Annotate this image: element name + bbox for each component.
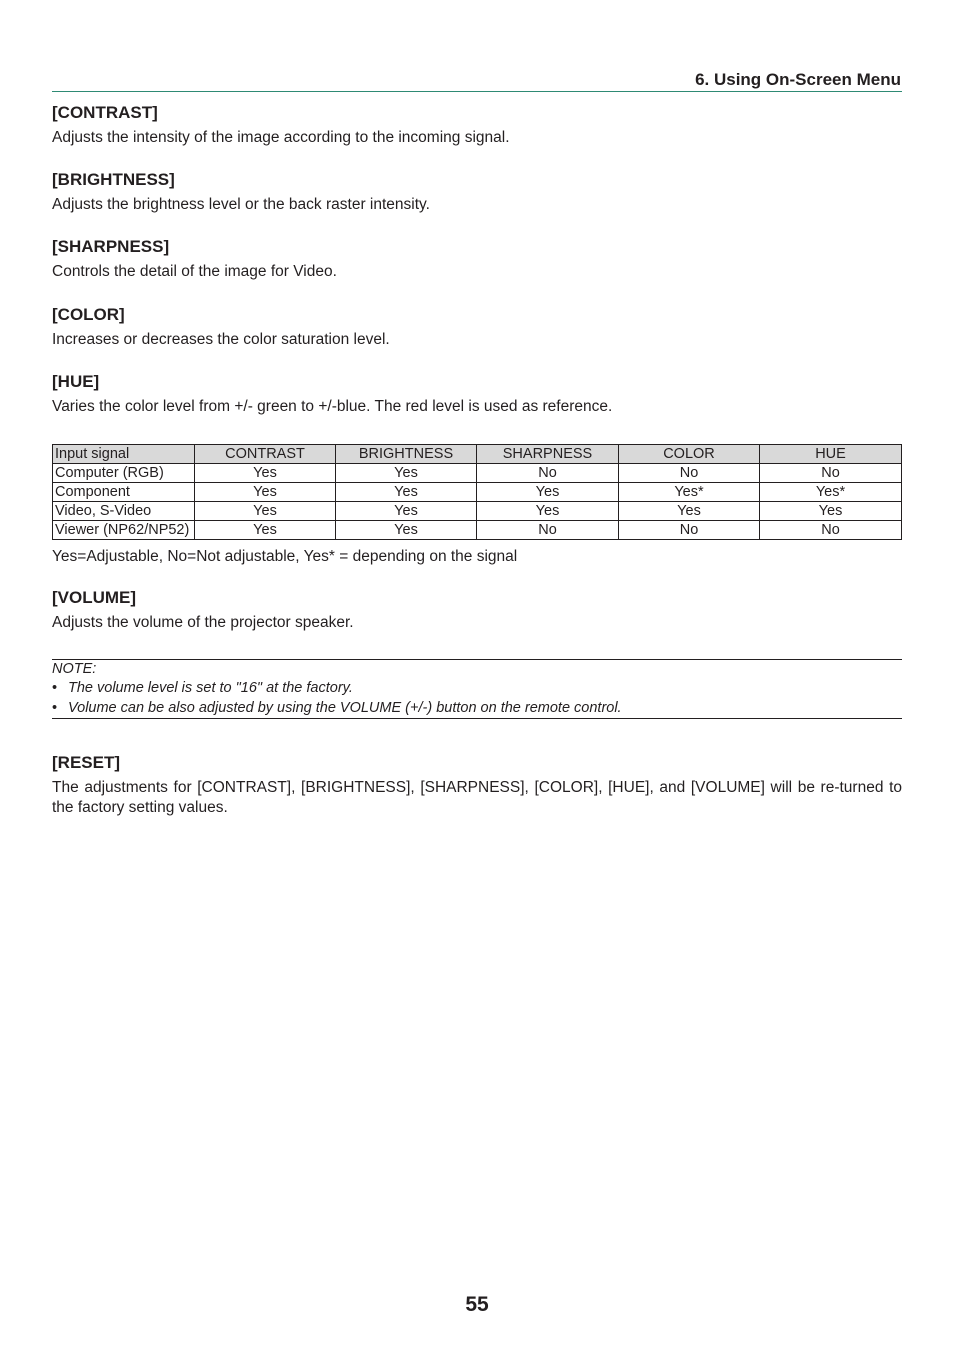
column-header: CONTRAST <box>195 445 336 464</box>
table-legend: Yes=Adjustable, No=Not adjustable, Yes* = depending on the signal <box>52 548 518 565</box>
section-heading: [VOLUME] <box>52 588 137 607</box>
note-label: NOTE: <box>52 661 97 677</box>
table-cell: Yes <box>336 521 477 540</box>
table-cell: Component <box>53 483 195 502</box>
table-header-row <box>53 445 902 464</box>
table-cell: No <box>760 464 902 483</box>
table-row <box>53 502 902 521</box>
table-cell: Yes* <box>619 483 760 502</box>
bullet: • <box>52 680 58 696</box>
table-cell: Yes* <box>760 483 902 502</box>
table-cell: Yes <box>477 483 619 502</box>
table-cell: Yes <box>477 502 619 521</box>
note-text: The volume level is set to "16" at the factory. <box>68 680 353 696</box>
table-cell: Yes <box>195 464 336 483</box>
section-text: The adjustments for [CONTRAST], [BRIGHTNESS], [SHARPNESS], [COLOR], [HUE], and [VOLUME] will be re-turned to the factory setting values. <box>52 779 902 816</box>
header-divider <box>52 91 902 92</box>
note-item <box>52 678 902 698</box>
column-header: COLOR <box>619 445 760 464</box>
chapter-title: 6. Using On-Screen Menu <box>695 70 901 89</box>
table-cell: No <box>477 464 619 483</box>
table-row <box>53 464 902 483</box>
section-text: Increases or decreases the color saturation level. <box>52 331 390 348</box>
table-cell: No <box>619 521 760 540</box>
section-text: Controls the detail of the image for Video. <box>52 263 337 280</box>
section-text: Adjusts the intensity of the image according to the incoming signal. <box>52 129 510 146</box>
section-text: Varies the color level from +/- green to +/-blue. The red level is used as reference. <box>52 398 613 415</box>
section-heading: [RESET] <box>52 753 120 772</box>
section-hue <box>52 372 902 417</box>
column-header: SHARPNESS <box>477 445 619 464</box>
table-cell: Computer (RGB) <box>53 464 195 483</box>
table-cell: Viewer (NP62/NP52) <box>53 521 195 540</box>
note-box <box>52 659 902 719</box>
adjustment-table <box>52 444 902 540</box>
section-volume <box>52 588 902 633</box>
section-heading: [BRIGHTNESS] <box>52 170 175 189</box>
section-brightness <box>52 170 902 215</box>
table-row <box>53 521 902 540</box>
page-number: 55 <box>465 1293 489 1316</box>
table-cell: Video, S-Video <box>53 502 195 521</box>
section-heading: [CONTRAST] <box>52 103 158 122</box>
table-row <box>53 483 902 502</box>
section-reset <box>52 753 902 818</box>
section-text: Adjusts the brightness level or the back raster intensity. <box>52 196 430 213</box>
section-heading: [HUE] <box>52 372 100 391</box>
column-header: Input signal <box>53 445 195 464</box>
table-cell: No <box>760 521 902 540</box>
column-header: HUE <box>760 445 902 464</box>
table-cell: No <box>619 464 760 483</box>
section-text: Adjusts the volume of the projector speaker. <box>52 614 354 631</box>
note-item <box>52 698 902 718</box>
note-text: Volume can be also adjusted by using the VOLUME (+/-) button on the remote control. <box>68 700 622 716</box>
table-cell: Yes <box>336 464 477 483</box>
table-cell: Yes <box>195 521 336 540</box>
table-cell: Yes <box>336 502 477 521</box>
table-cell: Yes <box>760 502 902 521</box>
table-cell: Yes <box>195 502 336 521</box>
bullet: • <box>52 700 58 716</box>
section-sharpness <box>52 237 902 282</box>
table-cell: Yes <box>336 483 477 502</box>
table-cell: Yes <box>195 483 336 502</box>
table-cell: Yes <box>619 502 760 521</box>
column-header: BRIGHTNESS <box>336 445 477 464</box>
section-contrast <box>52 103 902 148</box>
section-color <box>52 305 902 350</box>
section-heading: [COLOR] <box>52 305 125 324</box>
section-heading: [SHARPNESS] <box>52 237 170 256</box>
table-cell: No <box>477 521 619 540</box>
